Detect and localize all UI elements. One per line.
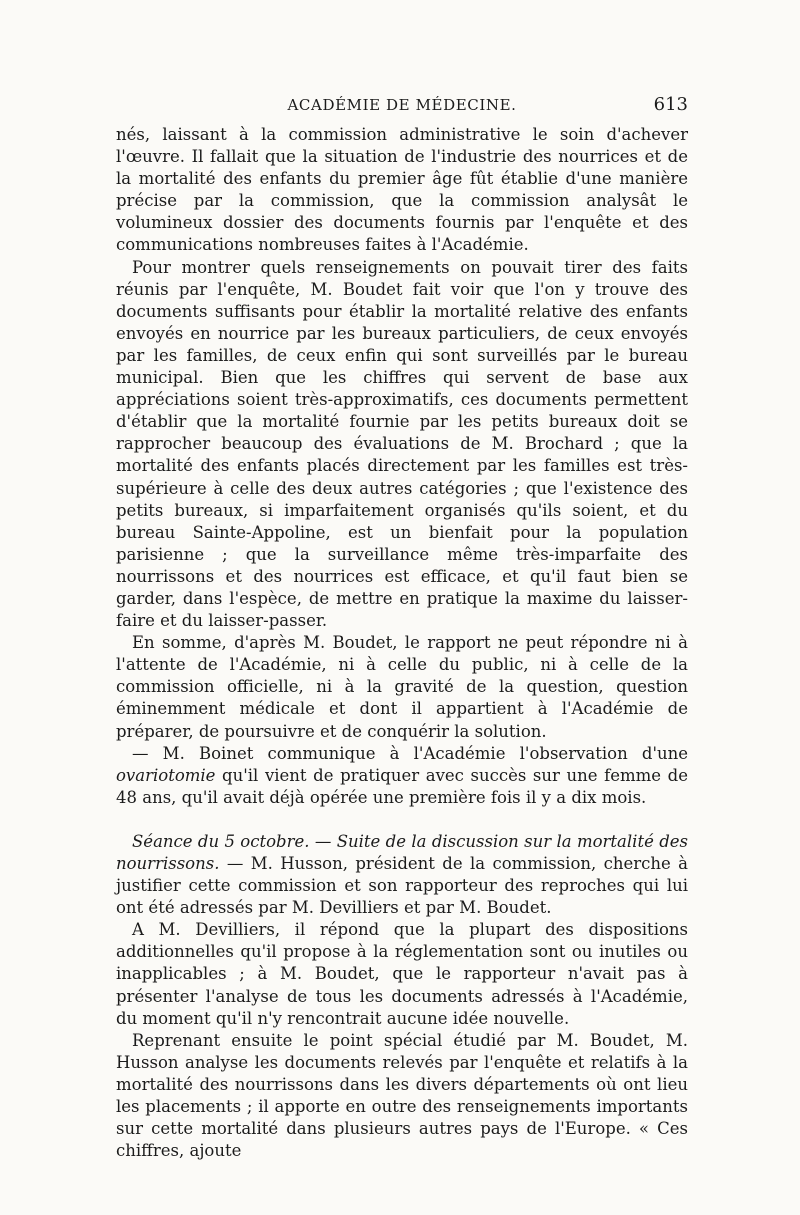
paragraph-7: Reprenant ensuite le point spécial étudié par M. Boudet, M. Husson analyse les documents relevés par l'enquête et relatifs à la mortalité des nourrissons dans les divers départements où ont lieu les placements ; il apporte en outre des renseignements importants sur cette mortalité dans plusieurs autres pays de l'Europe. « Ces chiffres, ajoute <box>116 1030 688 1161</box>
running-header <box>116 96 688 124</box>
paragraph-4-start: — M. Boinet communique à l'Académie l'observation d'une <box>132 743 688 763</box>
paragraph-2: Pour montrer quels renseignements on pouvait tirer des faits réunis par l'enquête, M. Boudet fait voir que l'on y trouve des documents suffisants pour établir la mortalité relative des enfants envoyés en nourrice par les bureaux particuliers, de ceux envoyés par les familles, de ceux enfin qui sont surveillés par le bureau municipal. Bien que les chiffres qui servent de base aux appréciations soient très-approximatifs, ces documents permettent d'établir que la mortalité fournie par les petits bureaux doit se rapprocher beaucoup des évaluations de M. Brochard ; que la mortalité des enfants placés directement par les familles est très-supérieure à celle des deux autres catégories ; que l'existence des petits bureaux, si imparfaitement organisés qu'ils soient, et du bureau Sainte-Appoline, est un bienfait pour la population parisienne ; que la surveillance même très-imparfaite des nourrissons et des nourrices est efficace, et qu'il faut bien se garder, dans l'espèce, de mettre en pratique la maxime du laisser-faire et du laisser-passer. <box>116 257 688 631</box>
paragraph-5-end: — M. Husson, président de la commission, cherche à justifier cette commission et son rapporteur des reproches qui lui ont été adressés par M. Devilliers et par M. Boudet. <box>116 854 688 918</box>
body-text <box>116 124 688 1162</box>
paragraph-4-italic: ovariotomie <box>116 765 216 785</box>
page-number: 613 <box>653 94 688 115</box>
session-heading: Séance du 5 octobre. — Suite de la discussion sur la mortalité des nourrissons. <box>116 831 688 873</box>
paragraph-6: A M. Devilliers, il répond que la plupart des dispositions additionnelles qu'il propose à la réglementation sont ou inutiles ou inapplicables ; à M. Boudet, que le rapporteur n'avait pas à présenter l'analyse de tous les documents adressés à l'Académie, du moment qu'il n'y rencontrait aucune idée nouvelle. <box>116 920 688 1028</box>
paragraph-5 <box>116 831 688 919</box>
running-title: ACADÉMIE DE MÉDECINE. <box>287 96 517 114</box>
section-gap <box>116 809 688 831</box>
paragraph-1: nés, laissant à la commission administrative le soin d'achever l'œuvre. Il fallait que la situation de l'industrie des nourrices et de la mortalité des enfants du premier âge fût établie d'une manière précise par la commission, que la commission analysât le volumineux dossier des documents fournis par l'enquête et des communications nombreuses faites à l'Académie. <box>116 125 688 255</box>
paragraph-4-end: qu'il vient de pratiquer avec succès sur une femme de 48 ans, qu'il avait déjà opérée une première fois il y a dix mois. <box>116 765 688 807</box>
book-page <box>116 96 688 1162</box>
paragraph-4 <box>116 743 688 809</box>
paragraph-3: En somme, d'après M. Boudet, le rapport ne peut répondre ni à l'attente de l'Académie, ni à celle du public, ni à celle de la commission officielle, ni à la gravité de la question, question éminemment médicale et dont il appartient à l'Académie de préparer, de poursuivre et de conquérir la solution. <box>116 633 688 741</box>
